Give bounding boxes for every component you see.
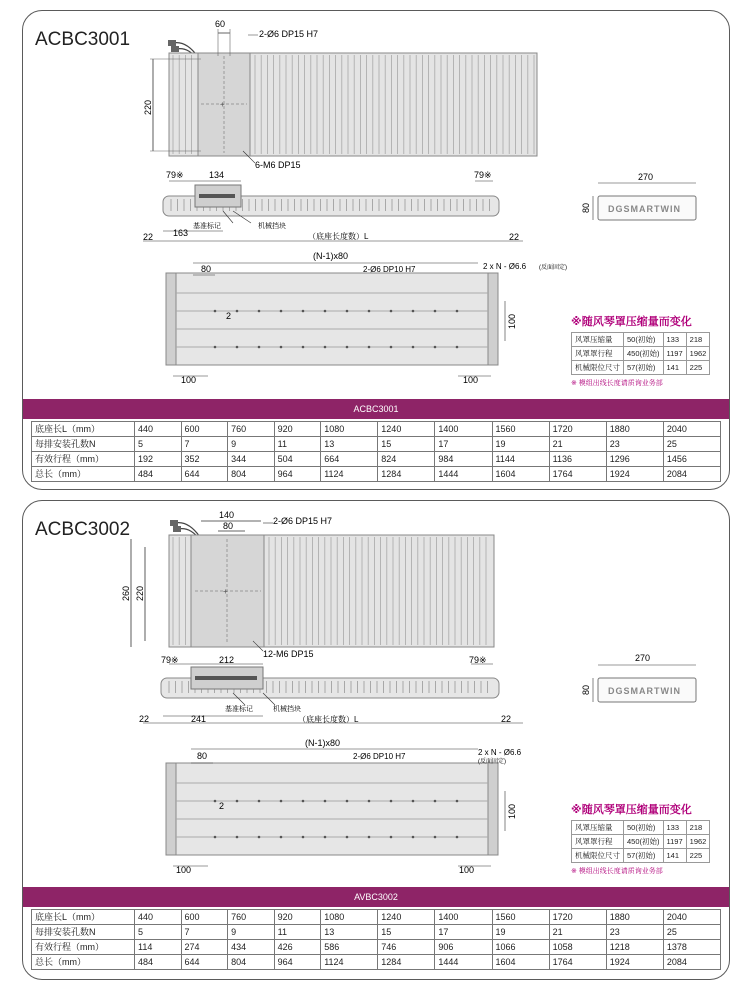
row-header: 有效行程（mm）	[32, 452, 135, 467]
svg-text:+: +	[223, 587, 228, 596]
mounting-hole	[434, 800, 437, 803]
side-right-offset: 79※	[474, 170, 492, 180]
bottom-mount-holes: 2 x N - Ø6.6	[483, 262, 527, 271]
box-view-drawing	[593, 183, 696, 220]
mounting-hole	[346, 800, 349, 803]
table-cell: 15	[378, 925, 435, 940]
table-cell: 192	[135, 452, 182, 467]
top-view-drawing	[131, 520, 494, 651]
dim-height-outer: 260	[121, 585, 131, 601]
table-row	[32, 437, 721, 452]
mounting-hole	[346, 310, 349, 313]
mounting-hole	[368, 310, 371, 313]
length-label: （底座长度数）L	[298, 715, 359, 724]
table-cell: 1124	[321, 467, 378, 482]
table-cell: 21	[549, 437, 606, 452]
table-cell: 964	[274, 955, 321, 970]
table-cell: 760	[228, 910, 275, 925]
mounting-hole	[346, 836, 349, 839]
note-title: ※随风琴罩压缩量而变化	[571, 316, 692, 328]
table-cell: 1560	[492, 910, 549, 925]
table-cell: 2084	[663, 955, 720, 970]
table-cell: 344	[228, 452, 275, 467]
row-header: 总长（mm）	[32, 467, 135, 482]
bottom-dim-right: 100	[463, 375, 479, 385]
mounting-hole	[390, 800, 393, 803]
dim-top-inner: 80	[223, 521, 234, 531]
mounting-hole	[412, 346, 415, 349]
table-cell: 1144	[492, 452, 549, 467]
compression-table	[571, 332, 710, 375]
dim-height: 220	[135, 585, 145, 601]
product-panel-acbc3001	[22, 10, 730, 490]
mounting-hole	[324, 836, 327, 839]
table-cell: 586	[321, 940, 378, 955]
box-brand: DGSMARTWIN	[608, 686, 681, 696]
mounting-hole	[456, 800, 459, 803]
table-cell: 21	[549, 925, 606, 940]
table-cell: 17	[435, 925, 492, 940]
table-row	[572, 821, 710, 835]
bottom-dim-2: 2	[226, 311, 232, 321]
table-cell: 1720	[549, 422, 606, 437]
compression-table	[571, 820, 710, 863]
row-header: 总长（mm）	[32, 955, 135, 970]
box-height: 80	[581, 202, 591, 213]
table-cell: 804	[228, 955, 275, 970]
bottom-mount-holes: 2 x N - Ø6.6	[478, 748, 522, 757]
table-cell: 1880	[606, 422, 663, 437]
table-cell: 11	[274, 925, 321, 940]
table-cell: 1400	[435, 910, 492, 925]
table-cell: 25	[663, 925, 720, 940]
table-cell: 804	[228, 467, 275, 482]
product-panel-acbc3002	[22, 500, 730, 980]
box-view-drawing	[593, 665, 696, 702]
mounting-hole	[434, 836, 437, 839]
table-cell: 1080	[321, 910, 378, 925]
box-width: 270	[635, 653, 651, 663]
table-cell: 484	[135, 955, 182, 970]
table-cell: 1136	[549, 452, 606, 467]
bottom-mount-note: (反面固定)	[478, 759, 506, 765]
table-cell: 600	[181, 910, 228, 925]
mounting-hole	[324, 346, 327, 349]
mounting-hole	[214, 836, 217, 839]
mounting-hole	[302, 836, 305, 839]
mounting-hole	[258, 346, 261, 349]
bottom-dowel: 2-Ø6 DP10 H7	[363, 265, 416, 274]
table-cell: 824	[378, 452, 435, 467]
table-row	[32, 467, 721, 482]
bottom-dim-left: 100	[181, 375, 197, 385]
table-cell: 1456	[663, 452, 720, 467]
mounting-hole	[214, 346, 217, 349]
note-cell: 450(初始)	[624, 835, 664, 849]
row-header: 底座长L（mm）	[32, 910, 135, 925]
mounting-hole	[434, 310, 437, 313]
length-label: （底座长度数）L	[308, 232, 369, 241]
table-cell: 114	[135, 940, 182, 955]
side-end-left: 22	[139, 714, 150, 724]
table-cell: 1444	[435, 467, 492, 482]
mounting-hole	[236, 836, 239, 839]
bottom-dim-left: 100	[176, 865, 192, 875]
table-cell: 1880	[606, 910, 663, 925]
table-cell: 2084	[663, 467, 720, 482]
spec-table-caption: AVBC3002	[23, 887, 729, 907]
mounting-hole	[456, 346, 459, 349]
table-cell: 9	[228, 925, 275, 940]
table-cell: 1296	[606, 452, 663, 467]
table-cell: 664	[321, 452, 378, 467]
bottom-dim-right: 100	[459, 865, 475, 875]
table-cell: 23	[606, 437, 663, 452]
mounting-hole	[280, 836, 283, 839]
table-row	[32, 955, 721, 970]
table-cell: 1400	[435, 422, 492, 437]
table-cell: 746	[378, 940, 435, 955]
side-end-right: 22	[501, 714, 512, 724]
box-height: 80	[581, 684, 591, 695]
mounting-hole	[236, 346, 239, 349]
mounting-hole	[412, 836, 415, 839]
side-carriage-dim: 212	[219, 655, 235, 665]
bottom-view-drawing	[166, 749, 505, 866]
mounting-hole	[368, 800, 371, 803]
table-cell: 274	[181, 940, 228, 955]
side-base-dim: 163	[173, 228, 189, 238]
table-cell: 504	[274, 452, 321, 467]
table-cell: 17	[435, 437, 492, 452]
box-brand: DGSMARTWIN	[608, 204, 681, 214]
bottom-pitch: (N-1)x80	[305, 738, 341, 748]
table-cell: 352	[181, 452, 228, 467]
model-title: ACBC3002	[35, 519, 131, 540]
note-cell: 风罩压缩量	[572, 821, 624, 835]
table-cell: 13	[321, 437, 378, 452]
mounting-hole	[412, 800, 415, 803]
mounting-hole	[280, 310, 283, 313]
note-cell: 1962	[686, 347, 710, 361]
table-cell: 644	[181, 467, 228, 482]
table-row	[32, 910, 721, 925]
mounting-hole	[302, 310, 305, 313]
mounting-hole	[302, 346, 305, 349]
row-header: 每排安装孔数N	[32, 925, 135, 940]
table-row	[572, 333, 710, 347]
table-cell: 964	[274, 467, 321, 482]
table-cell: 440	[135, 422, 182, 437]
mounting-hole	[412, 310, 415, 313]
mounting-hole	[214, 310, 217, 313]
note-cell: 218	[686, 333, 710, 347]
bottom-dim-2: 2	[219, 801, 225, 811]
row-header: 每排安装孔数N	[32, 437, 135, 452]
hole-spec-top: 2-Ø6 DP15 H7	[259, 29, 319, 39]
note-cell: 50(初始)	[624, 333, 664, 347]
note-cell: 1962	[686, 835, 710, 849]
table-cell: 2040	[663, 422, 720, 437]
note-cell: 机械限位尺寸	[572, 361, 624, 375]
table-cell: 15	[378, 437, 435, 452]
table-cell: 1284	[378, 467, 435, 482]
table-cell: 23	[606, 925, 663, 940]
mounting-hole	[456, 310, 459, 313]
bottom-dim-side: 100	[507, 313, 517, 329]
table-cell: 9	[228, 437, 275, 452]
compression-note	[571, 801, 721, 876]
table-cell: 1604	[492, 467, 549, 482]
table-cell: 5	[135, 925, 182, 940]
dim-top-width: 140	[219, 510, 235, 520]
note-cell: 141	[663, 361, 686, 375]
table-row	[572, 835, 710, 849]
mounting-hole	[214, 800, 217, 803]
mounting-hole	[258, 310, 261, 313]
mounting-hole	[390, 310, 393, 313]
mounting-hole	[346, 346, 349, 349]
note-cell: 风罩压缩量	[572, 333, 624, 347]
mounting-hole	[390, 836, 393, 839]
table-cell: 1378	[663, 940, 720, 955]
table-cell: 19	[492, 925, 549, 940]
table-cell: 1240	[378, 422, 435, 437]
mounting-hole	[368, 346, 371, 349]
note-title: ※随风琴罩压缩量而变化	[571, 804, 692, 816]
box-width: 270	[638, 172, 654, 182]
mounting-hole	[324, 310, 327, 313]
table-cell: 1720	[549, 910, 606, 925]
table-cell: 5	[135, 437, 182, 452]
table-cell: 1284	[378, 955, 435, 970]
table-cell: 7	[181, 925, 228, 940]
side-left-offset: 79※	[166, 170, 184, 180]
side-left-offset: 79※	[161, 655, 179, 665]
row-header: 底座长L（mm）	[32, 422, 135, 437]
table-cell: 984	[435, 452, 492, 467]
ref-mark-label: 基准标记	[193, 223, 221, 230]
table-row	[32, 452, 721, 467]
mounting-hole	[434, 346, 437, 349]
table-cell: 1218	[606, 940, 663, 955]
table-cell: 1924	[606, 955, 663, 970]
side-right-offset: 79※	[469, 655, 487, 665]
side-carriage-dim: 134	[209, 170, 225, 180]
table-cell: 426	[274, 940, 321, 955]
table-row	[572, 849, 710, 863]
mounting-hole	[258, 800, 261, 803]
table-cell: 1764	[549, 955, 606, 970]
ref-mark-label: 基准标记	[225, 706, 253, 713]
table-cell: 2040	[663, 910, 720, 925]
table-cell: 1604	[492, 955, 549, 970]
mounting-hole	[302, 800, 305, 803]
note-cell: 机械限位尺寸	[572, 849, 624, 863]
table-cell: 1240	[378, 910, 435, 925]
bottom-dim-side: 100	[507, 803, 517, 819]
table-cell: 644	[181, 955, 228, 970]
model-title: ACBC3001	[35, 29, 131, 50]
note-cell: 450(初始)	[624, 347, 664, 361]
hole-spec-bottom: 12-M6 DP15	[263, 649, 314, 659]
note-cell: 141	[663, 849, 686, 863]
table-cell: 7	[181, 437, 228, 452]
table-cell: 1924	[606, 467, 663, 482]
table-cell: 906	[435, 940, 492, 955]
note-cell: 133	[663, 333, 686, 347]
note-cell: 57(初始)	[624, 849, 664, 863]
hole-spec-top: 2-Ø6 DP15 H7	[273, 516, 333, 526]
mech-stop-label: 机械挡块	[273, 706, 301, 713]
dim-top-width: 60	[215, 19, 226, 29]
mounting-hole	[236, 800, 239, 803]
side-end-left: 22	[143, 232, 154, 242]
table-cell: 1124	[321, 955, 378, 970]
table-cell: 434	[228, 940, 275, 955]
mounting-hole	[236, 310, 239, 313]
hole-spec-bottom: 6-M6 DP15	[255, 160, 301, 170]
mounting-hole	[280, 346, 283, 349]
note-cell: 风罩罩行程	[572, 835, 624, 849]
table-cell: 484	[135, 467, 182, 482]
note-footnote: ※ 模组出线长度请质询业务部	[571, 868, 663, 875]
table-row	[32, 925, 721, 940]
table-cell: 1058	[549, 940, 606, 955]
table-cell: 1764	[549, 467, 606, 482]
table-cell: 1080	[321, 422, 378, 437]
dim-height: 220	[143, 99, 153, 115]
note-cell: 133	[663, 821, 686, 835]
bottom-pitch-first: 80	[201, 264, 212, 274]
note-cell: 57(初始)	[624, 361, 664, 375]
bottom-view-drawing	[166, 263, 505, 376]
side-end-right: 22	[509, 232, 520, 242]
table-cell: 1444	[435, 955, 492, 970]
table-cell: 13	[321, 925, 378, 940]
table-cell: 1066	[492, 940, 549, 955]
table-cell: 19	[492, 437, 549, 452]
mounting-hole	[324, 800, 327, 803]
mounting-hole	[390, 346, 393, 349]
table-cell: 760	[228, 422, 275, 437]
bottom-pitch-first: 80	[197, 751, 208, 761]
mounting-hole	[280, 800, 283, 803]
table-row	[572, 347, 710, 361]
note-cell: 218	[686, 821, 710, 835]
svg-text:+: +	[220, 100, 225, 109]
table-cell: 1560	[492, 422, 549, 437]
table-row	[32, 422, 721, 437]
spec-table-caption: ACBC3001	[23, 399, 729, 419]
spec-table	[31, 421, 721, 482]
side-base-dim: 241	[191, 714, 207, 724]
mounting-hole	[258, 836, 261, 839]
row-header: 有效行程（mm）	[32, 940, 135, 955]
mech-stop-label: 机械挡块	[258, 223, 286, 230]
note-footnote: ※ 模组出线长度请质询业务部	[571, 380, 663, 387]
mounting-hole	[368, 836, 371, 839]
note-cell: 风罩罩行程	[572, 347, 624, 361]
table-row	[32, 940, 721, 955]
table-cell: 11	[274, 437, 321, 452]
table-cell: 920	[274, 422, 321, 437]
table-cell: 600	[181, 422, 228, 437]
note-cell: 50(初始)	[624, 821, 664, 835]
bottom-dowel: 2-Ø6 DP10 H7	[353, 752, 406, 761]
note-cell: 1197	[663, 347, 686, 361]
note-cell: 1197	[663, 835, 686, 849]
table-cell: 920	[274, 910, 321, 925]
note-cell: 225	[686, 361, 710, 375]
mounting-hole	[456, 836, 459, 839]
note-cell: 225	[686, 849, 710, 863]
table-cell: 440	[135, 910, 182, 925]
table-cell: 25	[663, 437, 720, 452]
table-row	[572, 361, 710, 375]
spec-table	[31, 909, 721, 970]
top-view-drawing	[150, 29, 537, 163]
bottom-pitch: (N-1)x80	[313, 251, 349, 261]
compression-note	[571, 313, 721, 388]
bottom-mount-note: (反面固定)	[539, 265, 567, 271]
